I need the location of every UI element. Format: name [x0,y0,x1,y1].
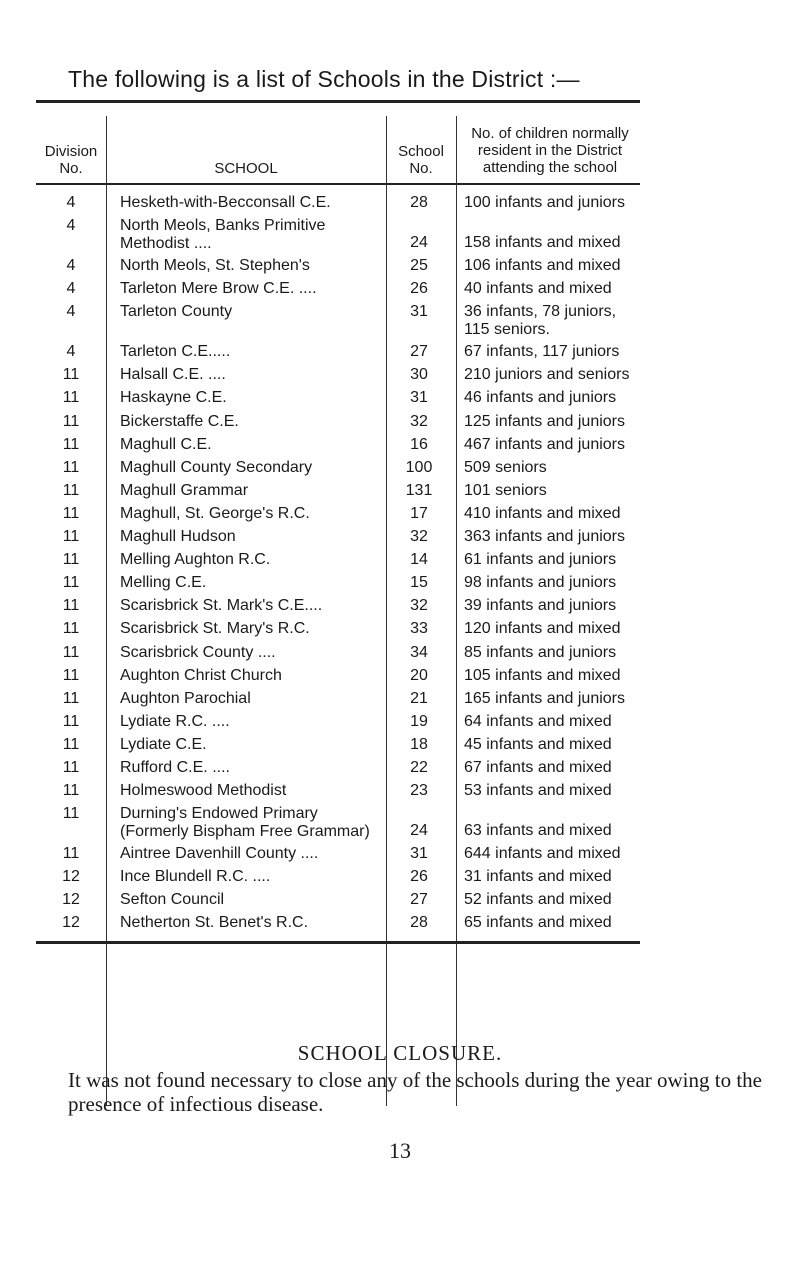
table-row [36,710,640,733]
attendance-text: 39 infants and juniors [464,597,617,615]
attendance-cell [464,713,640,731]
school-name: Scarisbrick St. Mary's R.C. [120,620,310,638]
table-row [36,548,640,571]
school-cell [120,459,385,477]
school-name: Durning's Endowed Primary [120,805,318,823]
school-no-cell: 20 [410,666,428,684]
attendance-text: 45 infants and mixed [464,735,612,753]
attendance-cell [464,690,640,708]
attendance-cell [464,459,640,477]
school-cell [120,667,385,685]
division-cell: 11 [62,412,80,430]
school-no-cell: 34 [410,643,428,661]
attendance-text: 165 infants and juniors [464,689,625,707]
school-cell [120,366,385,384]
school-name: Maghull Hudson [120,528,236,546]
page-number: 13 [389,1138,411,1163]
attendance-cell [464,482,640,500]
attendance-cell [464,868,640,886]
school-name: Scarisbrick County .... [120,643,276,661]
attendance-text: 40 infants and mixed [464,280,612,298]
school-no-cell: 131 [405,481,433,499]
table-row [36,664,640,687]
school-name: Maghull C.E. [120,435,212,453]
school-no-cell: 16 [410,435,428,453]
school-cell [120,436,385,454]
table-row [36,571,640,594]
table-row [36,254,640,277]
school-name: Tarleton Mere Brow C.E. .... [120,280,317,298]
attendance-text: 210 juniors and seniors [464,366,630,384]
school-name: Maghull Grammar [120,481,249,499]
table-body [36,185,640,944]
school-no-cell: 28 [410,194,428,211]
attendance-text: 98 infants and juniors [464,574,617,592]
attendance-text: 64 infants and mixed [464,712,612,730]
attendance-cell [464,736,640,754]
attendance-cell [464,505,640,523]
attendance-cell [464,280,640,298]
table-row [36,277,640,300]
school-cell [120,528,385,546]
school-no-cell: 31 [410,845,428,863]
table-row [36,363,640,386]
school-cell [120,574,385,592]
division-cell: 11 [62,528,80,546]
school-cell [120,891,385,909]
attendance-text: 85 infants and juniors [464,643,617,661]
table-row [36,410,640,433]
school-name: Halsall C.E. .... [120,366,226,384]
attendance-cell [464,667,640,685]
attendance-cell [464,574,640,592]
school-cell [120,759,385,777]
school-cell [120,280,385,298]
school-cell [120,343,385,361]
school-cell [120,845,385,863]
division-cell: 12 [62,891,80,909]
attendance-cell [464,343,640,361]
table-bottom-rule [36,941,640,944]
table-row [36,733,640,756]
school-no-cell: 24 [410,234,428,252]
attendance-text: 67 infants, 117 juniors [464,343,620,361]
division-cell: 11 [62,782,80,800]
table-row [36,911,640,934]
division-cell: 11 [62,735,80,753]
attendance-cell [464,891,640,909]
division-cell: 4 [66,343,76,361]
attendance-text: 63 infants and mixed [464,822,612,840]
school-cell [120,868,385,886]
school-no-cell: 23 [410,782,428,800]
school-no-cell: 27 [410,343,428,361]
school-no-cell: 17 [410,504,428,522]
school-cell [120,805,385,841]
header-school: SCHOOL [214,160,278,177]
attendance-text: 53 infants and mixed [464,782,612,800]
school-name: Scarisbrick St. Mark's C.E.... [120,597,323,615]
table-row [36,865,640,888]
attendance-text-line2: 115 seniors. [464,321,550,339]
school-cell [120,620,385,638]
school-name-line2: (Formerly Bispham Free Grammar) [120,823,370,841]
division-cell: 11 [62,620,80,638]
school-no-cell: 31 [410,389,428,407]
division-cell: 4 [66,194,76,211]
attendance-text: 31 infants and mixed [464,868,612,886]
school-name: Aughton Parochial [120,689,251,707]
school-cell [120,257,385,275]
header-school-no: School No. [398,143,444,177]
school-cell [120,782,385,800]
attendance-text: 125 infants and juniors [464,412,625,430]
attendance-cell [464,389,640,407]
school-name: Melling C.E. [120,574,207,592]
attendance-cell [464,597,640,615]
school-no-cell: 27 [410,891,428,909]
attendance-text: 65 infants and mixed [464,914,612,932]
attendance-cell [464,620,640,638]
division-cell: 11 [62,805,80,823]
division-cell: 4 [66,257,76,275]
table-row [36,386,640,409]
school-name: North Meols, Banks Primitive [120,217,326,235]
attendance-text: 509 seniors [464,458,547,476]
attendance-text: 467 infants and juniors [464,435,625,453]
attendance-text: 61 infants and juniors [464,551,617,569]
school-cell [120,389,385,407]
attendance-text: 644 infants and mixed [464,845,621,863]
division-cell: 4 [66,280,76,298]
school-no-cell: 26 [410,280,428,298]
school-name: Hesketh-with-Becconsall C.E. [120,194,331,211]
division-cell: 11 [62,689,80,707]
division-cell: 11 [62,643,80,661]
table-row [36,594,640,617]
school-name: Bickerstaffe C.E. [120,412,239,430]
division-cell: 11 [62,435,80,453]
attendance-cell [464,822,640,840]
attendance-cell [464,759,640,777]
school-no-cell: 18 [410,735,428,753]
school-cell [120,690,385,708]
attendance-text: 100 infants and juniors [464,194,625,211]
table-row [36,479,640,502]
school-name: Tarleton C.E..... [120,343,231,361]
table-row [36,340,640,363]
school-no-cell: 22 [410,758,428,776]
school-cell [120,551,385,569]
school-name-line2: Methodist .... [120,235,212,253]
division-cell: 4 [66,303,76,321]
school-name: Holmeswood Methodist [120,782,287,800]
division-cell: 11 [62,481,80,499]
table-row [36,779,640,802]
table-row [36,888,640,911]
division-cell: 11 [62,758,80,776]
school-no-cell: 21 [410,689,428,707]
school-no-cell: 28 [410,914,428,932]
division-cell: 11 [62,574,80,592]
attendance-text: 101 seniors [464,481,547,499]
schools-table [36,100,640,944]
attendance-cell [464,257,640,275]
table-row [36,502,640,525]
school-name: North Meols, St. Stephen's [120,257,310,275]
division-cell: 4 [66,217,76,235]
school-name: Rufford C.E. .... [120,758,230,776]
attendance-text: 158 infants and mixed [464,234,621,252]
table-row [36,842,640,865]
table-row [36,300,640,340]
attendance-cell [464,914,640,932]
attendance-text: 106 infants and mixed [464,257,621,275]
table-row [36,641,640,664]
school-no-cell: 31 [410,303,428,321]
school-name: Netherton St. Benet's R.C. [120,914,309,932]
school-cell [120,217,385,253]
school-no-cell: 25 [410,257,428,275]
school-no-cell: 26 [410,868,428,886]
table-row [36,456,640,479]
school-name: Melling Aughton R.C. [120,551,271,569]
school-cell [120,194,385,212]
school-cell [120,644,385,662]
attendance-cell [464,303,640,339]
header-attendance: No. of children normally resident in the District attending the school [471,125,629,176]
attendance-text: 120 infants and mixed [464,620,621,638]
school-no-cell: 32 [410,412,428,430]
school-name: Lydiate R.C. .... [120,712,230,730]
school-no-cell: 100 [405,458,433,476]
table-header [36,103,640,183]
school-cell [120,505,385,523]
table-row [36,525,640,548]
school-name: Maghull, St. George's R.C. [120,504,310,522]
school-no-cell: 32 [410,597,428,615]
attendance-cell [464,366,640,384]
school-no-cell: 30 [410,366,428,384]
school-no-cell: 24 [410,822,428,840]
intro-text: The following is a list of Schools in the District :— [68,66,580,92]
division-cell: 11 [62,366,80,384]
attendance-text: 105 infants and mixed [464,666,621,684]
school-no-cell: 14 [410,551,428,569]
attendance-text: 67 infants and mixed [464,758,612,776]
school-name: Aintree Davenhill County .... [120,845,319,863]
school-cell [120,713,385,731]
school-no-cell: 19 [410,712,428,730]
school-no-cell: 33 [410,620,428,638]
attendance-text: 36 infants, 78 juniors, [464,303,617,321]
division-cell: 12 [62,868,80,886]
attendance-text: 52 infants and mixed [464,891,612,909]
attendance-cell [464,551,640,569]
division-cell: 11 [62,389,80,407]
division-cell: 11 [62,712,80,730]
attendance-text: 410 infants and mixed [464,504,621,522]
division-cell: 11 [62,458,80,476]
school-no-cell: 15 [410,574,428,592]
school-name: Ince Blundell R.C. .... [120,868,271,886]
table-row [36,617,640,640]
school-cell [120,597,385,615]
attendance-cell [464,845,640,863]
attendance-cell [464,194,640,212]
school-cell [120,413,385,431]
school-cell [120,736,385,754]
table-row [36,191,640,214]
school-name: Aughton Christ Church [120,666,282,684]
division-cell: 11 [62,597,80,615]
table-row [36,433,640,456]
division-cell: 12 [62,914,80,932]
header-division: Division No. [44,143,98,177]
division-cell: 11 [62,845,80,863]
school-name: Lydiate C.E. [120,735,207,753]
division-cell: 11 [62,551,80,569]
division-cell: 11 [62,666,80,684]
school-name: Sefton Council [120,891,225,909]
division-cell: 11 [62,504,80,522]
school-name: Maghull County Secondary [120,458,313,476]
school-cell [120,303,385,321]
school-cell [120,914,385,932]
attendance-cell [464,644,640,662]
school-name: Haskayne C.E. [120,389,227,407]
closure-title: SCHOOL CLOSURE. [297,1041,503,1065]
attendance-cell [464,528,640,546]
table-row [36,802,640,842]
closure-text: It was not found necessary to close any of the schools during the year owing to the presence of infectious disease. [68,1068,762,1116]
attendance-text: 363 infants and juniors [464,528,625,546]
table-row [36,756,640,779]
school-cell [120,482,385,500]
attendance-cell [464,436,640,454]
attendance-cell [464,234,640,252]
school-name: Tarleton County [120,303,233,321]
school-no-cell: 32 [410,528,428,546]
table-row [36,214,640,254]
attendance-cell [464,782,640,800]
attendance-text: 46 infants and juniors [464,389,617,407]
table-row [36,687,640,710]
attendance-cell [464,413,640,431]
